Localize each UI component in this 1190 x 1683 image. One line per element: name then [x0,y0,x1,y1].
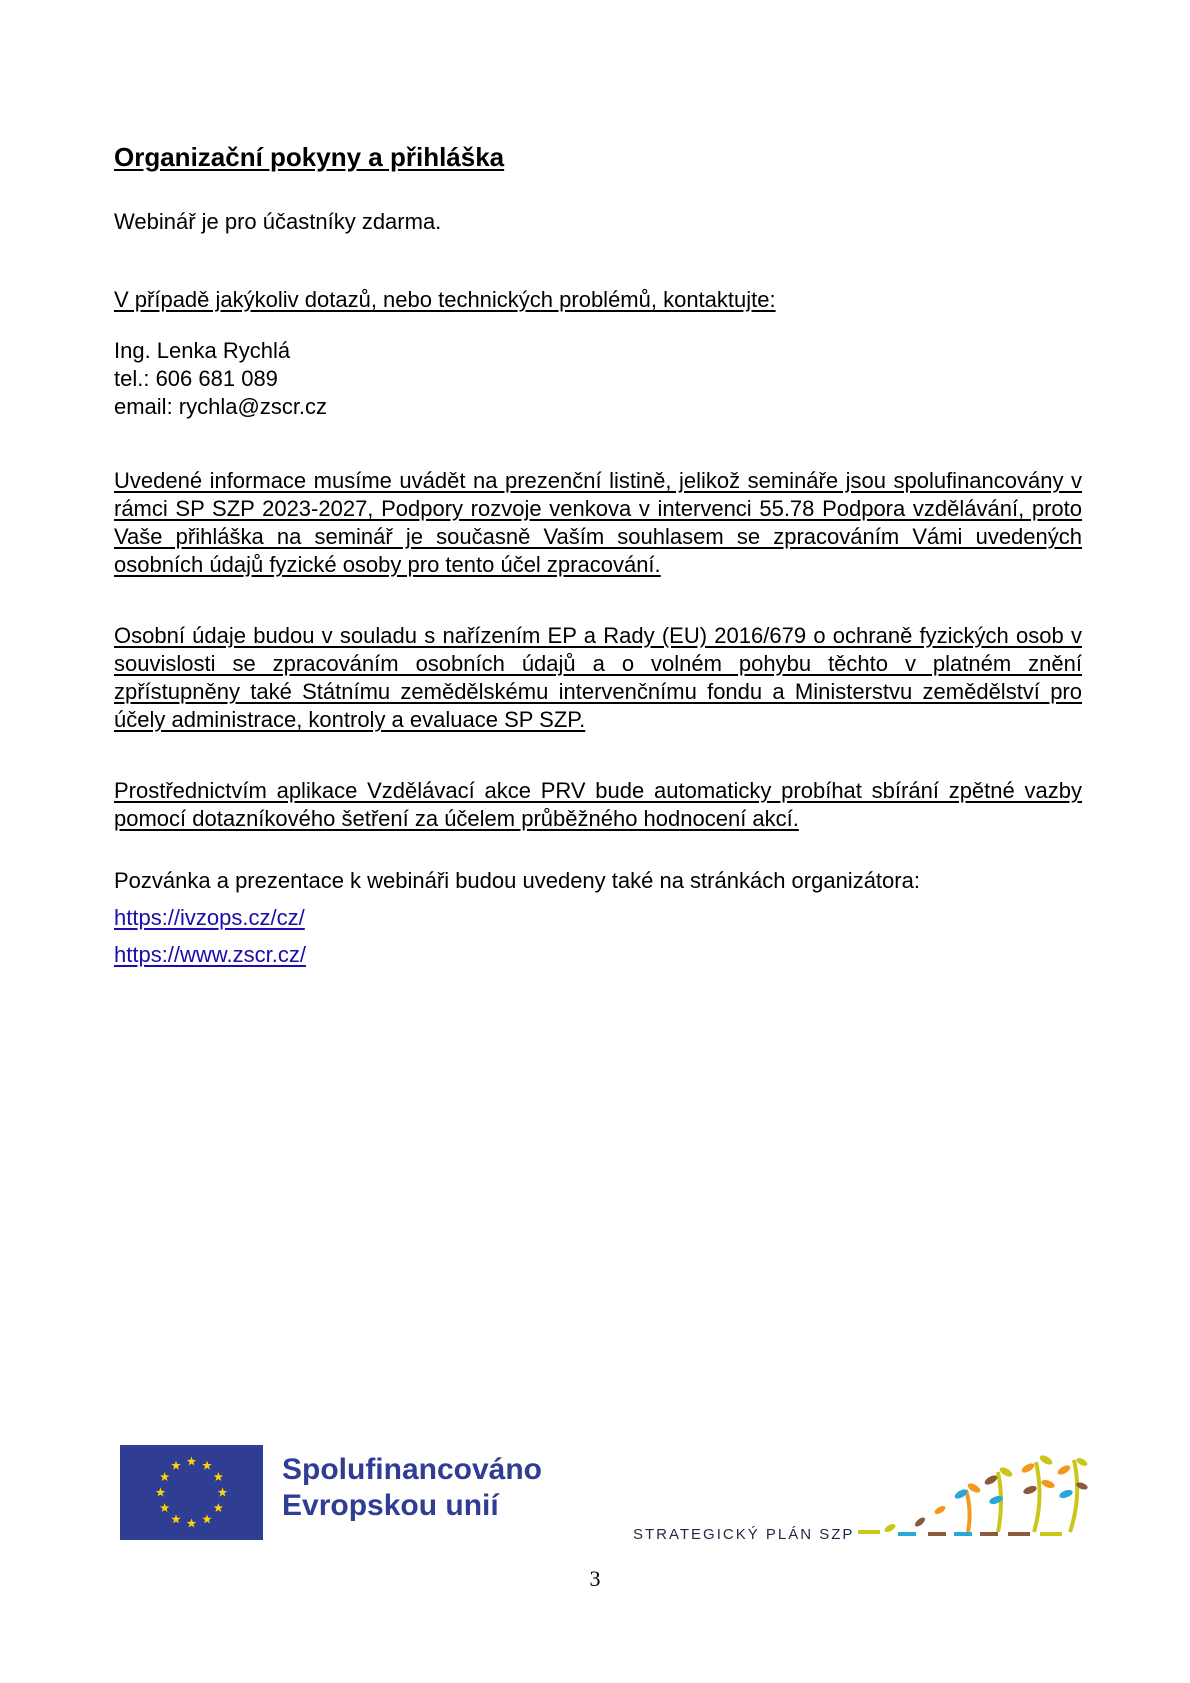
paragraph-feedback: Prostřednictvím aplikace Vzdělávací akce PRV bude automaticky probíhat sbírání zpětné vazby pomocí dotazníkového šetření za účelem průběžného hodnocení akcí. [114,778,1082,831]
contact-email: email: rychla@zscr.cz [114,394,328,419]
links-list [114,904,1082,969]
eu-label-line2: Evropskou unií [282,1489,499,1522]
szp-logo-icon [858,1450,1088,1550]
contact-block [114,337,1082,421]
page-title: Organizační pokyny a přihláška [114,142,505,172]
intro-text: Webinář je pro účastníky zdarma. [114,209,442,234]
contact-phone: tel.: 606 681 089 [114,366,278,391]
szp-label: STRATEGICKÝ PLÁN SZP [633,1526,855,1543]
eu-cofinanced-label [282,1452,542,1524]
contact-lead: V případě jakýkoliv dotazů, nebo technických problémů, kontaktujte: [114,287,776,312]
link-zscr[interactable]: https://www.zscr.cz/ [114,942,306,967]
invite-text: Pozvánka a prezentace k webináři budou uvedeny také na stránkách organizátora: [114,868,920,893]
page-number: 3 [589,1566,601,1591]
paragraph-gdpr: Osobní údaje budou v souladu s nařízením EP a Rady (EU) 2016/679 o ochraně fyzických osob v souvislosti se zpracováním osobních údajů a o volném pohybu těchto v platném znění zpřístupněny také Státnímu zemědělskému intervenčnímu fondu a Ministerstvu zemědělství pro účely administrace, kontroly a evaluace SP SZP. [114,623,1082,732]
eu-label-line1: Spolufinancováno [282,1453,543,1486]
contact-name: Ing. Lenka Rychlá [114,338,291,363]
eu-flag-icon [120,1445,263,1540]
link-ivzops[interactable]: https://ivzops.cz/cz/ [114,905,305,930]
paragraph-attendance: Uvedené informace musíme uvádět na prezenční listině, jelikož semináře jsou spolufinancovány v rámci SP SZP 2023-2027, Podpory rozvoje venkova v intervenci 55.78 Podpora vzdělávání, proto Vaše přihláška na seminář je současně Vaším souhlasem se zpracováním Vámi uvedených osobních údajů fyzické osoby pro tento účel zpracování. [114,468,1082,577]
